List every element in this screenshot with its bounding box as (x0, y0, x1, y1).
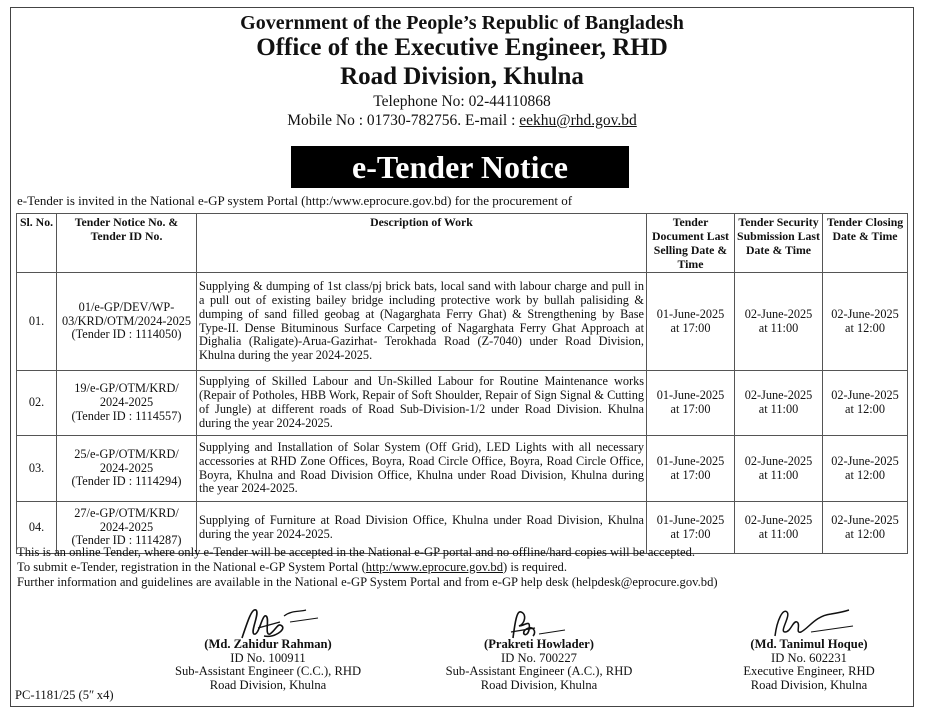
signatory-block (424, 638, 654, 692)
row-sl (17, 273, 57, 371)
government-heading: Government of the People’s Republic of Bangladesh (240, 12, 684, 34)
row-security (735, 502, 823, 554)
footnote-registration-pre: To submit e-Tender, registration in the National e-GP System Portal ( (17, 560, 366, 574)
row-doc-selling (647, 436, 735, 502)
row-sl-text: 01. (28, 313, 45, 328)
footnote-registration-post: ) is required. (503, 560, 567, 574)
row-close-time: at 12:00 (845, 402, 885, 416)
row-sec-date: 02-June-2025 (744, 453, 813, 468)
row-sec-time: at 11:00 (758, 402, 799, 416)
row-notice-no: 25/e-GP/OTM/KRD/ 2024-2025 (74, 446, 179, 475)
row-closing (823, 502, 908, 554)
tender-table (16, 213, 908, 554)
row-description: Supplying and Installation of Solar System (Off Grid), LED Lights with all necessary accessories at RHD Zone Offices, Boyra, Road Circle Office, Boyra, Road Circle Office, Boyra, Khulna and Road Division Office, Khulna under Road Division, Khulna during the year 2024-2025. (197, 436, 647, 502)
row-close-time: at 12:00 (845, 320, 885, 335)
row-doc-date: 01-June-2025 (656, 512, 725, 527)
row-tender-no (57, 436, 197, 502)
row-sl (17, 371, 57, 436)
footnote-helpdesk: Further information and guidelines are available in the National e-GP System Portal and from e-GP help desk (helpdesk@eprocure.gov.bd) (17, 575, 718, 589)
row-close-date: 02-June-2025 (831, 453, 899, 468)
row-doc-time: at 17:00 (670, 320, 711, 335)
row-tender-no (57, 273, 197, 371)
row-tender-id: (Tender ID : 1114287) (71, 533, 182, 548)
email-link[interactable]: eekhu@rhd.gov.bd (519, 112, 637, 129)
header-doc-selling: Tender Document Last Selling Date & Time (647, 214, 735, 273)
row-doc-selling (647, 273, 735, 371)
row-closing (823, 273, 908, 371)
row-security (735, 436, 823, 502)
row-sl-text: 04. (28, 519, 45, 534)
row-notice-no: 19/e-GP/OTM/KRD/ 2024-2025 (74, 381, 179, 410)
table-row (17, 273, 908, 371)
signatory-name: (Md. Zahidur Rahman) (204, 637, 332, 651)
row-notice-no: 27/e-GP/OTM/KRD/ 2024-2025 (74, 505, 179, 534)
header-description: Description of Work (197, 214, 647, 273)
mobile-email-label: Mobile No : 01730-782756. E-mail : (287, 112, 520, 129)
row-close-date: 02-June-2025 (831, 512, 899, 527)
row-doc-selling (647, 371, 735, 436)
row-tender-id: (Tender ID : 1114557) (71, 408, 182, 423)
row-close-time: at 12:00 (845, 526, 885, 541)
row-close-time: at 12:00 (845, 467, 885, 482)
signature-tanimul (771, 602, 861, 642)
signatory-id: ID No. 100911 (230, 650, 306, 665)
row-tender-no (57, 371, 197, 436)
contact-line (11, 112, 913, 130)
office-heading: Office of the Executive Engineer, RHD (256, 34, 668, 61)
footnote-online: This is an online Tender, where only e-Tender will be accepted in the National e-GP portal and no offline/hard copies will be accepted. (17, 545, 696, 559)
row-doc-date: 01-June-2025 (656, 388, 725, 403)
header-security: Tender Security Submission Last Date & Time (735, 214, 823, 273)
division-heading: Road Division, Khulna (340, 63, 584, 90)
row-closing (823, 371, 908, 436)
row-tender-id: (Tender ID : 1114294) (71, 474, 182, 489)
signatory-title: Sub-Assistant Engineer (A.C.), RHD (445, 664, 633, 678)
row-doc-time: at 17:00 (670, 526, 711, 541)
row-sec-time: at 11:00 (758, 320, 799, 335)
row-security (735, 371, 823, 436)
row-sec-date: 02-June-2025 (744, 388, 813, 403)
row-description: Supplying of Skilled Labour and Un-Skilled Labour for Routine Maintenance works (Repair of Potholes, HBB Work, Repair of Soft Shoulder, Repair of Sign Signal & Cutting of Jungle) at different roads of Road Sub-Division-1/2 under Road Division. Khulna during the year 2024-2025. (197, 371, 647, 436)
header-tender-no: Tender Notice No. & Tender ID No. (57, 214, 197, 273)
row-security (735, 273, 823, 371)
row-description: Supplying & dumping of 1st class/pj brick bats, local sand with labour charge and pull in a pull out of existing bailey bridge including protective work by bullah palisiding & dumping of sand filled geobag at (Nagarghata Ferry Ghat) & Strengthening by Base Type-II. Dense Bituminous Surface Carpeting of Nagarghata Ferry Ghat Approach at Dighalia (Raligate)-Arua-Gazirhat- Terokhada Road (Z-7040) under Road Division, Khulna during the year 2024-2025. (197, 273, 647, 371)
telephone-line: Telephone No: 02-44110868 (373, 93, 551, 110)
signatory-office: Road Division, Khulna (480, 677, 598, 692)
row-doc-date: 01-June-2025 (656, 453, 725, 468)
notice-title: e-Tender Notice (291, 146, 629, 188)
row-sl (17, 436, 57, 502)
row-sec-date: 02-June-2025 (744, 512, 813, 527)
pc-code: PC-1181/25 (5ʺ x4) (15, 688, 114, 702)
row-sl-text: 03. (28, 460, 45, 475)
table-row (17, 371, 908, 436)
row-closing (823, 436, 908, 502)
row-sl-text: 02. (28, 395, 45, 410)
row-sec-date: 02-June-2025 (744, 306, 813, 321)
row-doc-time: at 17:00 (670, 467, 711, 482)
tender-notice-page (10, 7, 914, 707)
row-close-date: 02-June-2025 (831, 306, 899, 321)
signatory-block (699, 638, 919, 692)
table-header-row (17, 214, 908, 273)
signatory-office: Road Division, Khulna (209, 677, 327, 692)
row-notice-no: 01/e-GP/DEV/WP-03/KRD/OTM/2024-2025 (61, 299, 192, 328)
signatory-office: Road Division, Khulna (750, 677, 868, 692)
signatory-name: (Md. Tanimul Hoque) (750, 637, 868, 651)
table-row (17, 436, 908, 502)
row-doc-date: 01-June-2025 (656, 306, 725, 321)
header-closing: Tender Closing Date & Time (823, 214, 908, 273)
footnote-registration (17, 560, 567, 575)
signatory-id: ID No. 602231 (771, 650, 847, 665)
intro-text: e-Tender is invited in the National e-GP system Portal (http:/www.eprocure.gov.bd) for the procurement of (17, 193, 573, 208)
eprocure-link[interactable]: http:/www.eprocure.gov.bd (365, 560, 503, 574)
signatory-title: Executive Engineer, RHD (743, 664, 875, 678)
signatory-title: Sub-Assistant Engineer (C.C.), RHD (174, 664, 362, 678)
header-sl: Sl. No. (17, 214, 57, 273)
row-sec-time: at 11:00 (758, 526, 799, 541)
row-doc-time: at 17:00 (670, 402, 711, 416)
signatory-id: ID No. 700227 (501, 650, 577, 665)
row-tender-id: (Tender ID : 1114050) (71, 327, 182, 342)
row-description: Supplying of Furniture at Road Division Office, Khulna under Road Division, Khulna during the year 2024-2025. (197, 502, 647, 554)
signatory-name: (Prakreti Howlader) (484, 637, 594, 651)
row-sec-time: at 11:00 (758, 467, 799, 482)
signatory-block (153, 638, 383, 692)
row-close-date: 02-June-2025 (831, 388, 899, 403)
